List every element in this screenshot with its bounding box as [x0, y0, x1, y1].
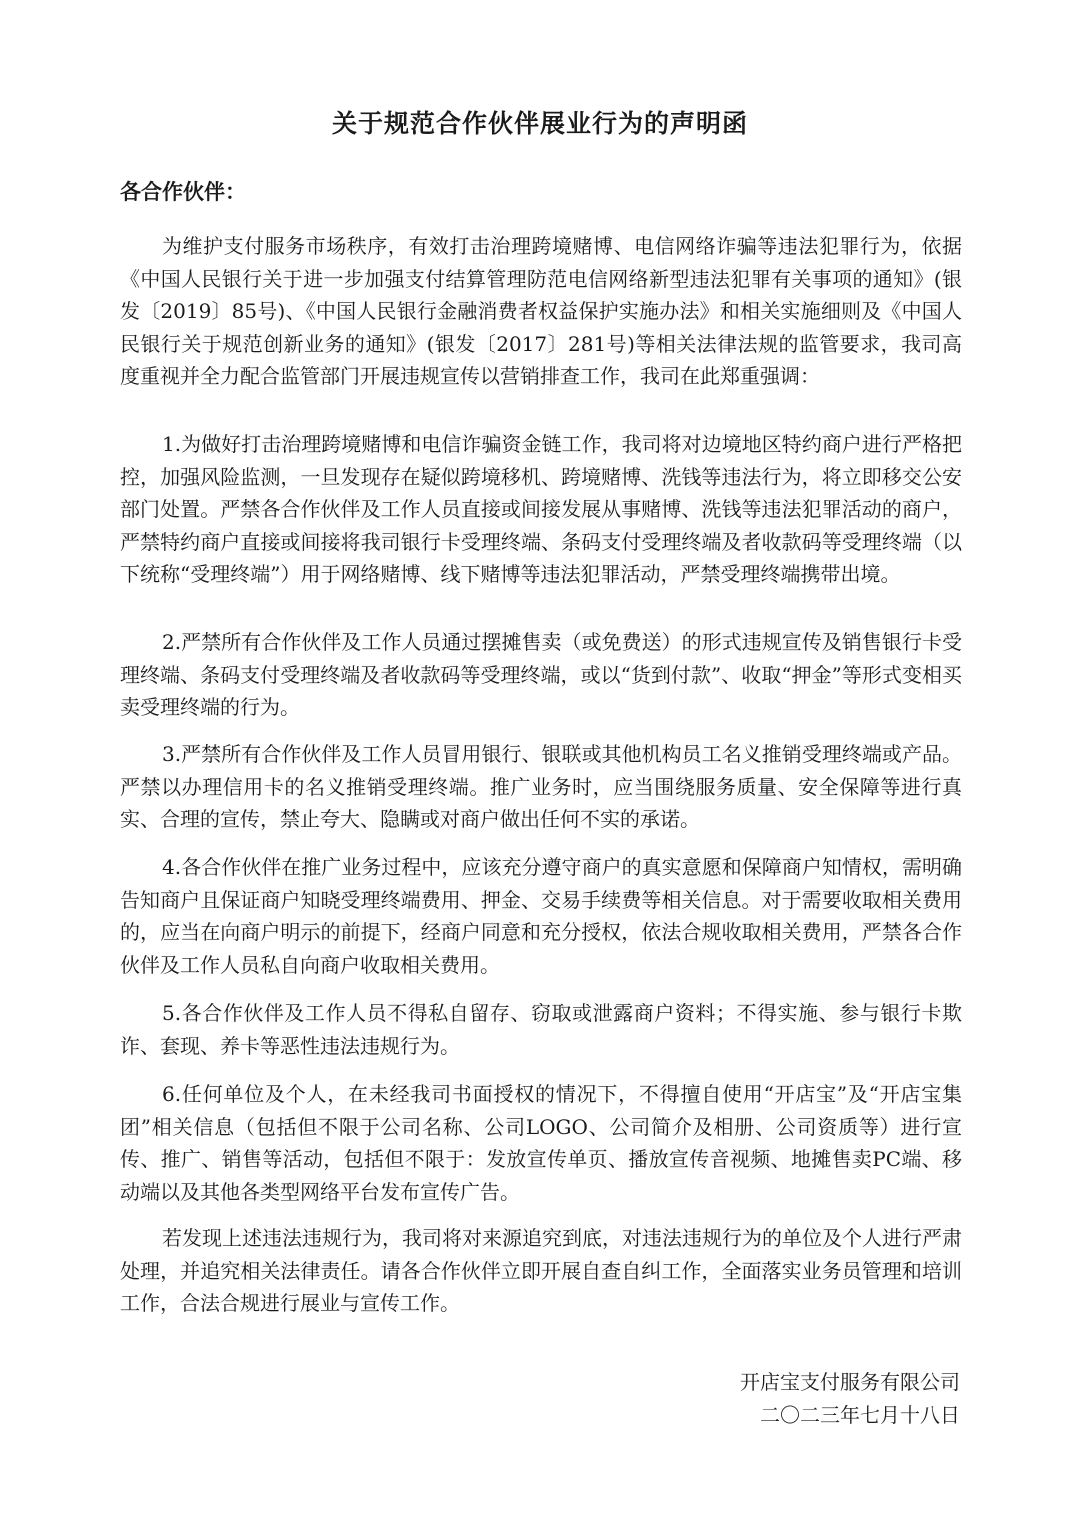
- clause-1-paragraph: 1.为做好打击治理跨境赌博和电信诈骗资金链工作，我司将对边境地区特约商户进行严格把控，加强风险监测，一旦发现存在疑似跨境移机、跨境赌博、洗钱等违法行为，将立即移交公安部门处置。严禁各合作伙伴及工作人员直接或间接发展从事赌博、洗钱等违法犯罪活动的商户，严禁特约商户直接或间接将我司银行卡受理终端、条码支付受理终端及者收款码等受理终端（以下统称“受理终端”）用于网络赌博、线下赌博等违法犯罪活动，严禁受理终端携带出境。: [120, 432, 962, 586]
- clause-3-paragraph: 3.严禁所有合作伙伴及工作人员冒用银行、银联或其他机构员工名义推销受理终端或产品。严禁以办理信用卡的名义推销受理终端。推广业务时，应当围绕服务质量、安全保障等进行真实、合理的宣传，禁止夸大、隐瞒或对商户做出任何不实的承诺。: [120, 742, 962, 831]
- signature-company: 开店宝支付服务有限公司: [740, 1370, 960, 1394]
- closing-paragraph: 若发现上述违法违规行为，我司将对来源追究到底，对违法违规行为的单位及个人进行严肃处理，并追究相关法律责任。请各合作伙伴立即开展自查自纠工作，全面落实业务员管理和培训工作，合法合规进行展业与宣传工作。: [120, 1226, 962, 1315]
- clause-5-paragraph: 5.各合作伙伴及工作人员不得私自留存、窃取或泄露商户资料；不得实施、参与银行卡欺诈、套现、养卡等恶性违法违规行为。: [120, 1001, 962, 1058]
- clause-4-paragraph: 4.各合作伙伴在推广业务过程中，应该充分遵守商户的真实意愿和保障商户知情权，需明确告知商户且保证商户知晓受理终端费用、押金、交易手续费等相关信息。对于需要收取相关费用的，应当在向商户明示的前提下，经商户同意和充分授权，依法合规收取相关费用，严禁各合作伙伴及工作人员私自向商户收取相关费用。: [120, 855, 962, 977]
- intro-paragraph: 为维护支付服务市场秩序，有效打击治理跨境赌博、电信网络诈骗等违法犯罪行为，依据《中国人民银行关于进一步加强支付结算管理防范电信网络新型违法犯罪有关事项的通知》(银发〔2019〕85号)、《中国人民银行金融消费者权益保护实施办法》和相关实施细则及《中国人民银行关于规范创新业务的通知》(银发〔2017〕281号)等相关法律法规的监管要求，我司高度重视并全力配合监管部门开展违规宣传以营销排查工作，我司在此郑重强调：: [120, 234, 962, 388]
- signature-date: 二〇二三年七月十八日: [760, 1403, 960, 1427]
- document-title: 关于规范合作伙伴展业行为的声明函: [331, 109, 748, 138]
- salutation: 各合作伙伴：: [120, 180, 246, 204]
- clause-2-paragraph: 2.严禁所有合作伙伴及工作人员通过摆摊售卖（或免费送）的形式违规宣传及销售银行卡受理终端、条码支付受理终端及者收款码等受理终端，或以“货到付款”、收取“押金”等形式变相买卖受理终端的行为。: [120, 630, 962, 719]
- clause-6-paragraph: 6.任何单位及个人，在未经我司书面授权的情况下，不得擅自使用“开店宝”及“开店宝集团”相关信息（包括但不限于公司名称、公司LOGO、公司简介及相册、公司资质等）进行宣传、推广、销售等活动，包括但不限于：发放宣传单页、播放宣传音视频、地摊售卖PC端、移动端以及其他各类型网络平台发布宣传广告。: [120, 1082, 962, 1204]
